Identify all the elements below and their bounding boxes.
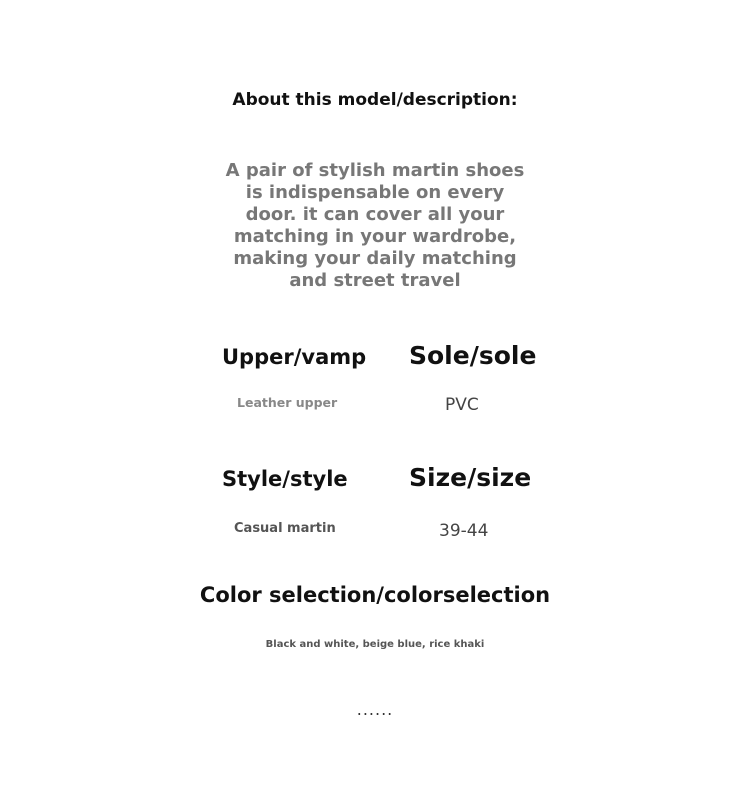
section-heading: About this model/description:	[232, 90, 518, 110]
size-value: 39-44	[439, 521, 489, 541]
size-label: Size/size	[409, 463, 532, 492]
product-description: A pair of stylish martin shoes is indispensable on every door. it can cover all your matching in your wardrobe, making your daily matching and street travel	[225, 160, 525, 291]
style-value: Casual martin	[234, 521, 336, 536]
upper-label: Upper/vamp	[222, 345, 367, 369]
sole-label: Sole/sole	[409, 341, 537, 370]
color-selection-value: Black and white, beige blue, rice khaki	[265, 639, 485, 650]
upper-value: Leather upper	[237, 395, 338, 410]
color-selection-label: Color selection/colorselection	[199, 583, 551, 607]
sole-value: PVC	[445, 395, 479, 415]
style-label: Style/style	[222, 467, 348, 491]
more-ellipsis: ......	[356, 700, 394, 719]
